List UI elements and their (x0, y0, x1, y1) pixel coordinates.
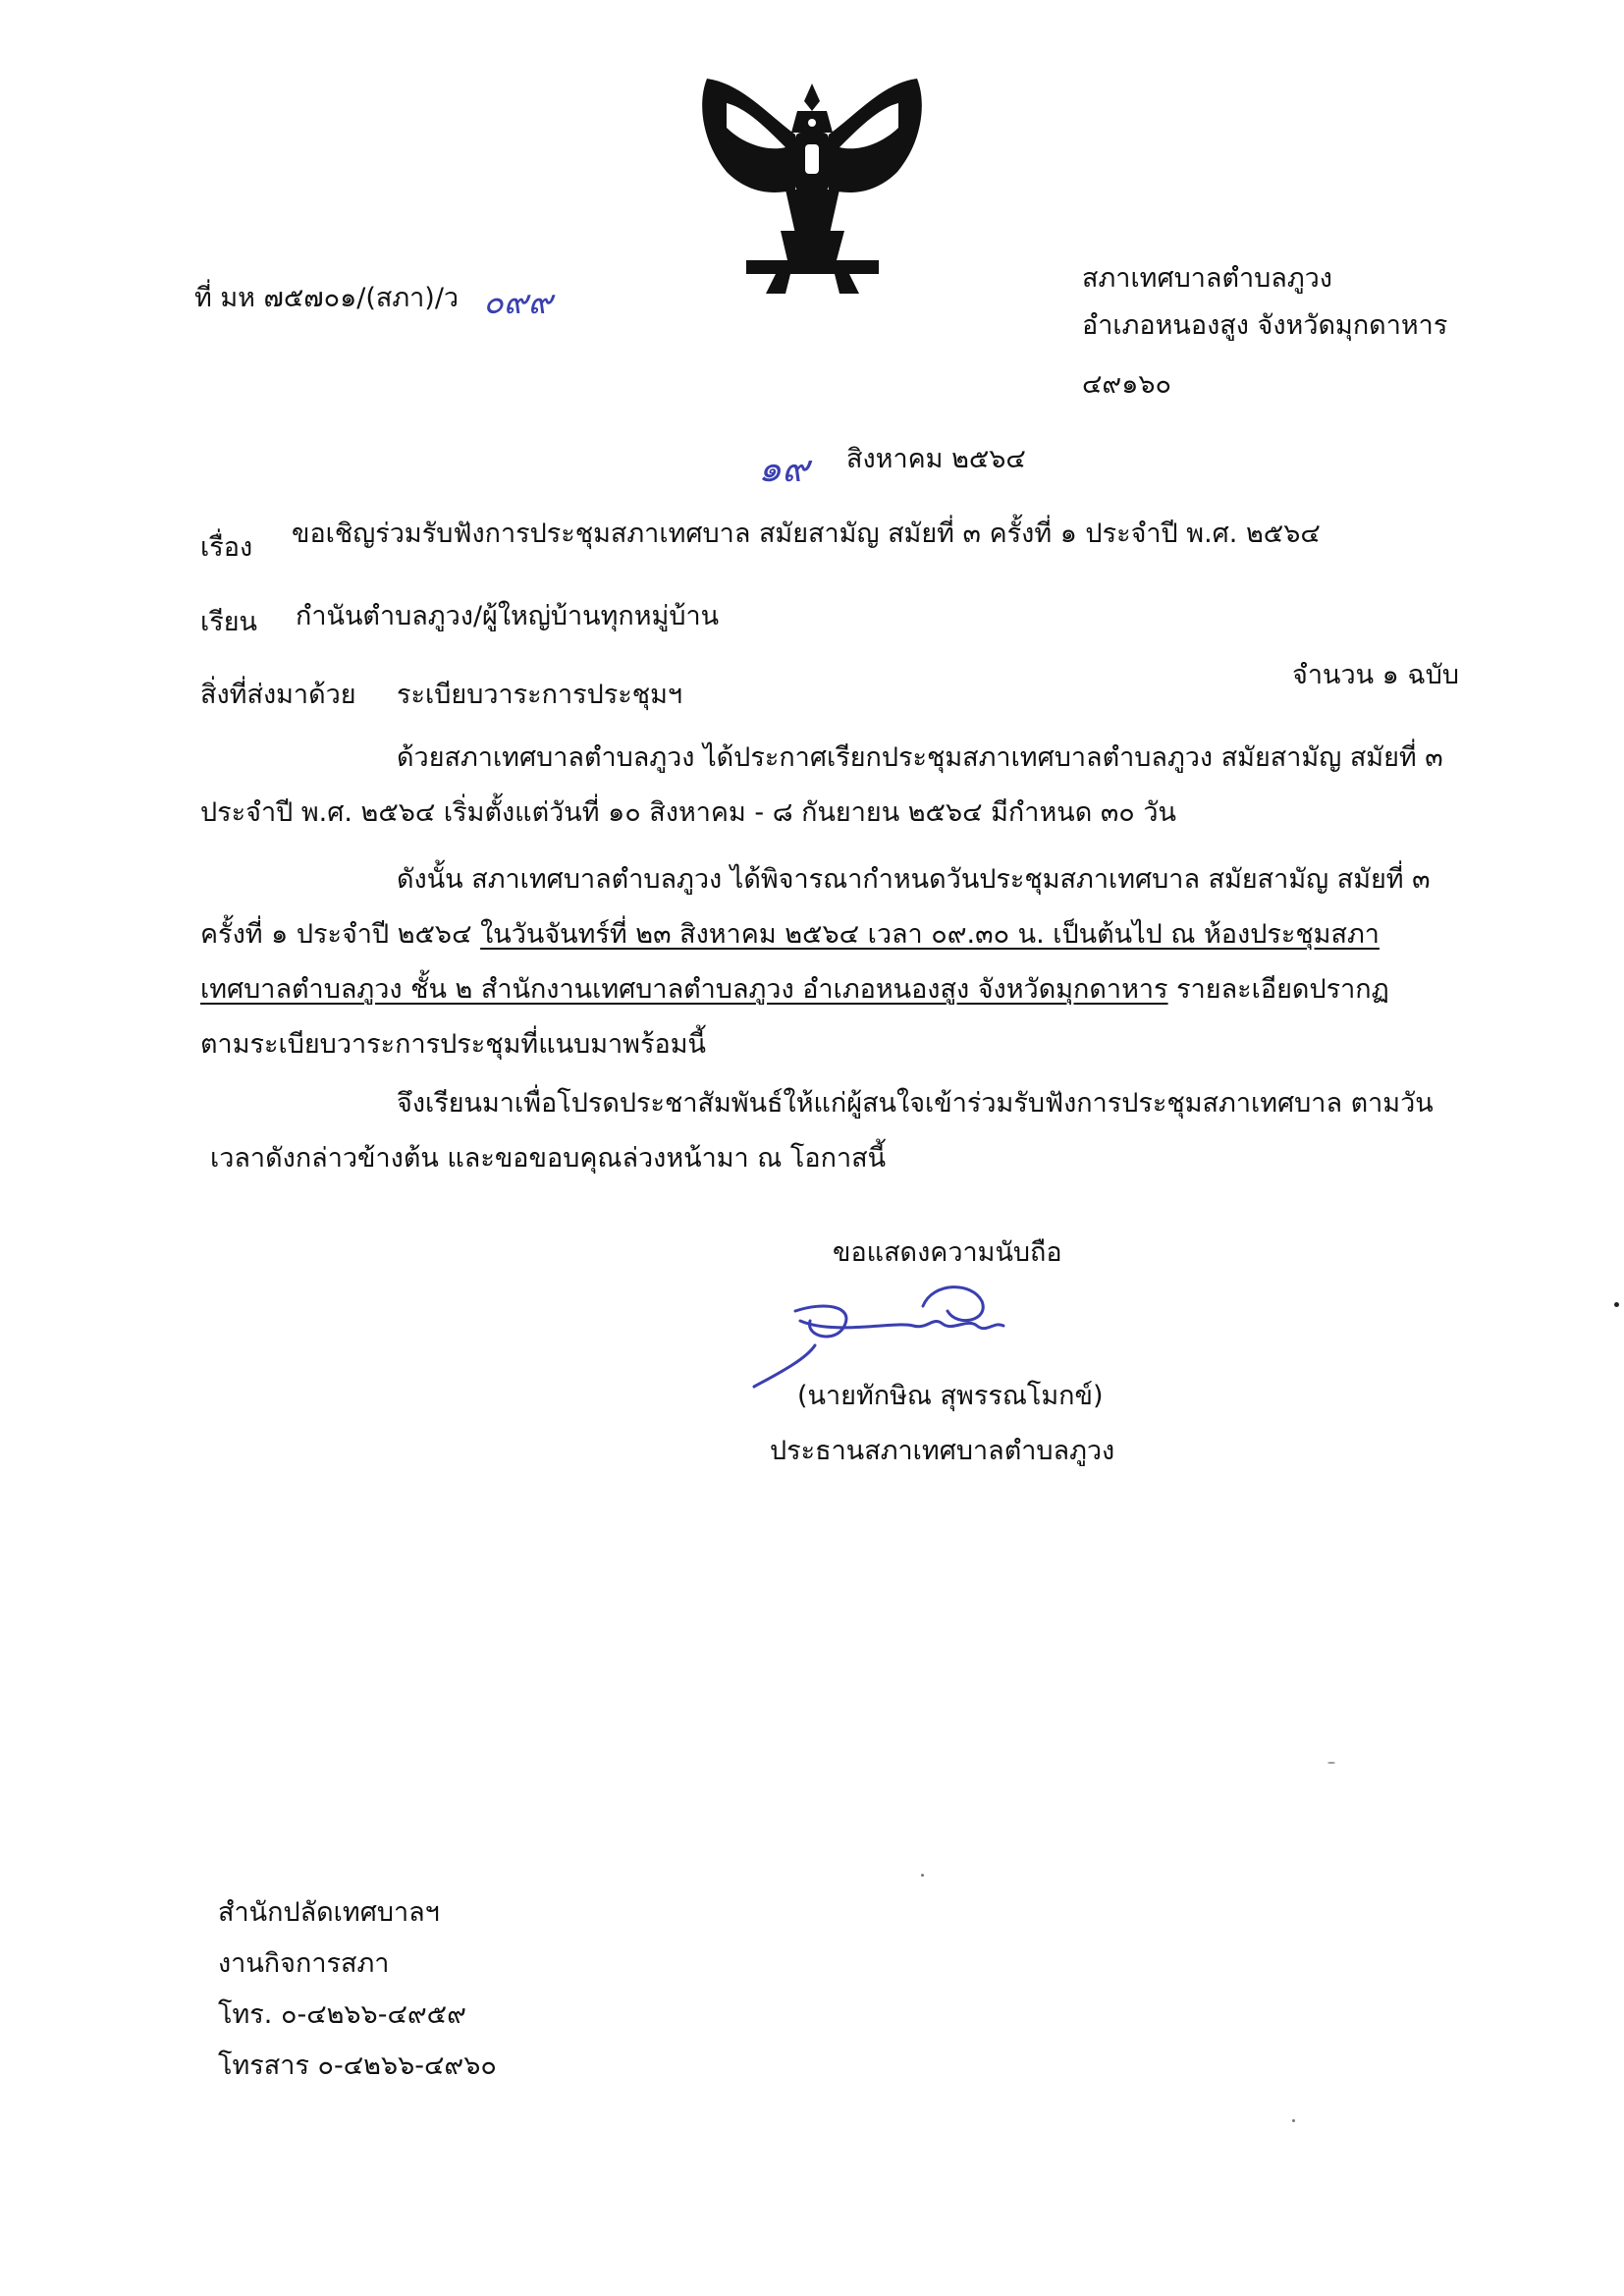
addressee-label: เรียน (200, 607, 258, 637)
paragraph-2-line-1: ดังนั้น สภาเทศบาลตำบลภูวง ได้พิจารณากำหนดวันประชุมสภาเทศบาล สมัยสามัญ สมัยที่ ๓ (397, 864, 1431, 895)
subject-label: เรื่อง (200, 532, 253, 563)
enclosure-label: สิ่งที่ส่งมาด้วย (200, 680, 356, 710)
garuda-emblem (687, 74, 938, 300)
meeting-venue-underlined: เทศบาลตำบลภูวง ชั้น ๒ สำนักงานเทศบาลตำบลภูวง อำเภอหนองสูง จังหวัดมุกดาหาร (200, 974, 1168, 1005)
addressee-text: กำนันตำบลภูวง/ผู้ใหญ่บ้านทุกหมู่บ้าน (296, 601, 720, 631)
date-month-year: สิงหาคม ๒๕๖๔ (846, 444, 1026, 474)
date-day-handwritten: ๑๙ (758, 447, 809, 490)
enclosure-text: ระเบียบวาระการประชุมฯ (397, 680, 683, 710)
scan-speck (921, 1874, 924, 1877)
paragraph-2-line-3-plain: รายละเอียดปรากฏ (1167, 974, 1389, 1005)
reference-handwritten: ๐๙๙ (483, 283, 553, 322)
enclosure-count: จำนวน ๑ ฉบับ (1292, 660, 1460, 690)
paragraph-2-line-3 (200, 970, 1389, 1010)
reference-number: ที่ มห ๗๕๗๐๑/(สภา)/ว (194, 283, 460, 313)
footer-section: งานกิจการสภา (218, 1948, 390, 1979)
scan-speck (1292, 2119, 1295, 2122)
scan-speck (1327, 1762, 1335, 1764)
signature (746, 1267, 1041, 1394)
paragraph-1-line-2: ประจำปี พ.ศ. ๒๕๖๔ เริ่มตั้งแต่วันที่ ๑๐ สิงหาคม - ๘ กันยายน ๒๕๖๔ มีกำหนด ๓๐ วัน (200, 797, 1176, 828)
office-address: อำเภอหนองสูง จังหวัดมุกดาหาร (1082, 310, 1448, 341)
scan-speck (1614, 1302, 1619, 1307)
footer-phone: โทร. ๐-๔๒๖๖-๔๙๕๙ (218, 1999, 466, 2030)
paragraph-3-line-1: จึงเรียนมาเพื่อโปรดประชาสัมพันธ์ให้แก่ผู้สนใจเข้าร่วมรับฟังการประชุมสภาเทศบาล ตามวัน (397, 1088, 1434, 1119)
paragraph-2-line-4: ตามระเบียบวาระการประชุมที่แนบมาพร้อมนี้ (200, 1029, 706, 1060)
footer-department: สำนักปลัดเทศบาลฯ (218, 1897, 440, 1928)
signer-name: (นายทักษิณ สุพรรณโมกข์) (797, 1381, 1104, 1411)
paragraph-2-line-2 (200, 915, 1380, 955)
closing-salutation: ขอแสดงความนับถือ (833, 1237, 1062, 1268)
subject-text: ขอเชิญร่วมรับฟังการประชุมสภาเทศบาล สมัยสามัญ สมัยที่ ๓ ครั้งที่ ๑ ประจำปี พ.ศ. ๒๕๖๔ (292, 519, 1321, 549)
office-postcode: ๔๙๑๖๐ (1082, 369, 1171, 400)
signer-title: ประธานสภาเทศบาลตำบลภูวง (770, 1436, 1115, 1466)
paragraph-1-line-1: ด้วยสภาเทศบาลตำบลภูวง ได้ประกาศเรียกประชุมสภาเทศบาลตำบลภูวง สมัยสามัญ สมัยที่ ๓ (397, 742, 1443, 773)
office-name: สภาเทศบาลตำบลภูวง (1082, 263, 1332, 294)
footer-fax: โทรสาร ๐-๔๒๖๖-๔๙๖๐ (218, 2050, 497, 2081)
meeting-datetime-underlined: ในวันจันทร์ที่ ๒๓ สิงหาคม ๒๕๖๔ เวลา ๐๙.๓๐ น. เป็นต้นไป ณ ห้องประชุมสภา (480, 919, 1380, 950)
paragraph-2-line-2-plain: ครั้งที่ ๑ ประจำปี ๒๕๖๔ (200, 919, 481, 950)
paragraph-3-line-2: เวลาดังกล่าวข้างต้น และขอขอบคุณล่วงหน้ามา ณ โอกาสนี้ (210, 1143, 887, 1174)
